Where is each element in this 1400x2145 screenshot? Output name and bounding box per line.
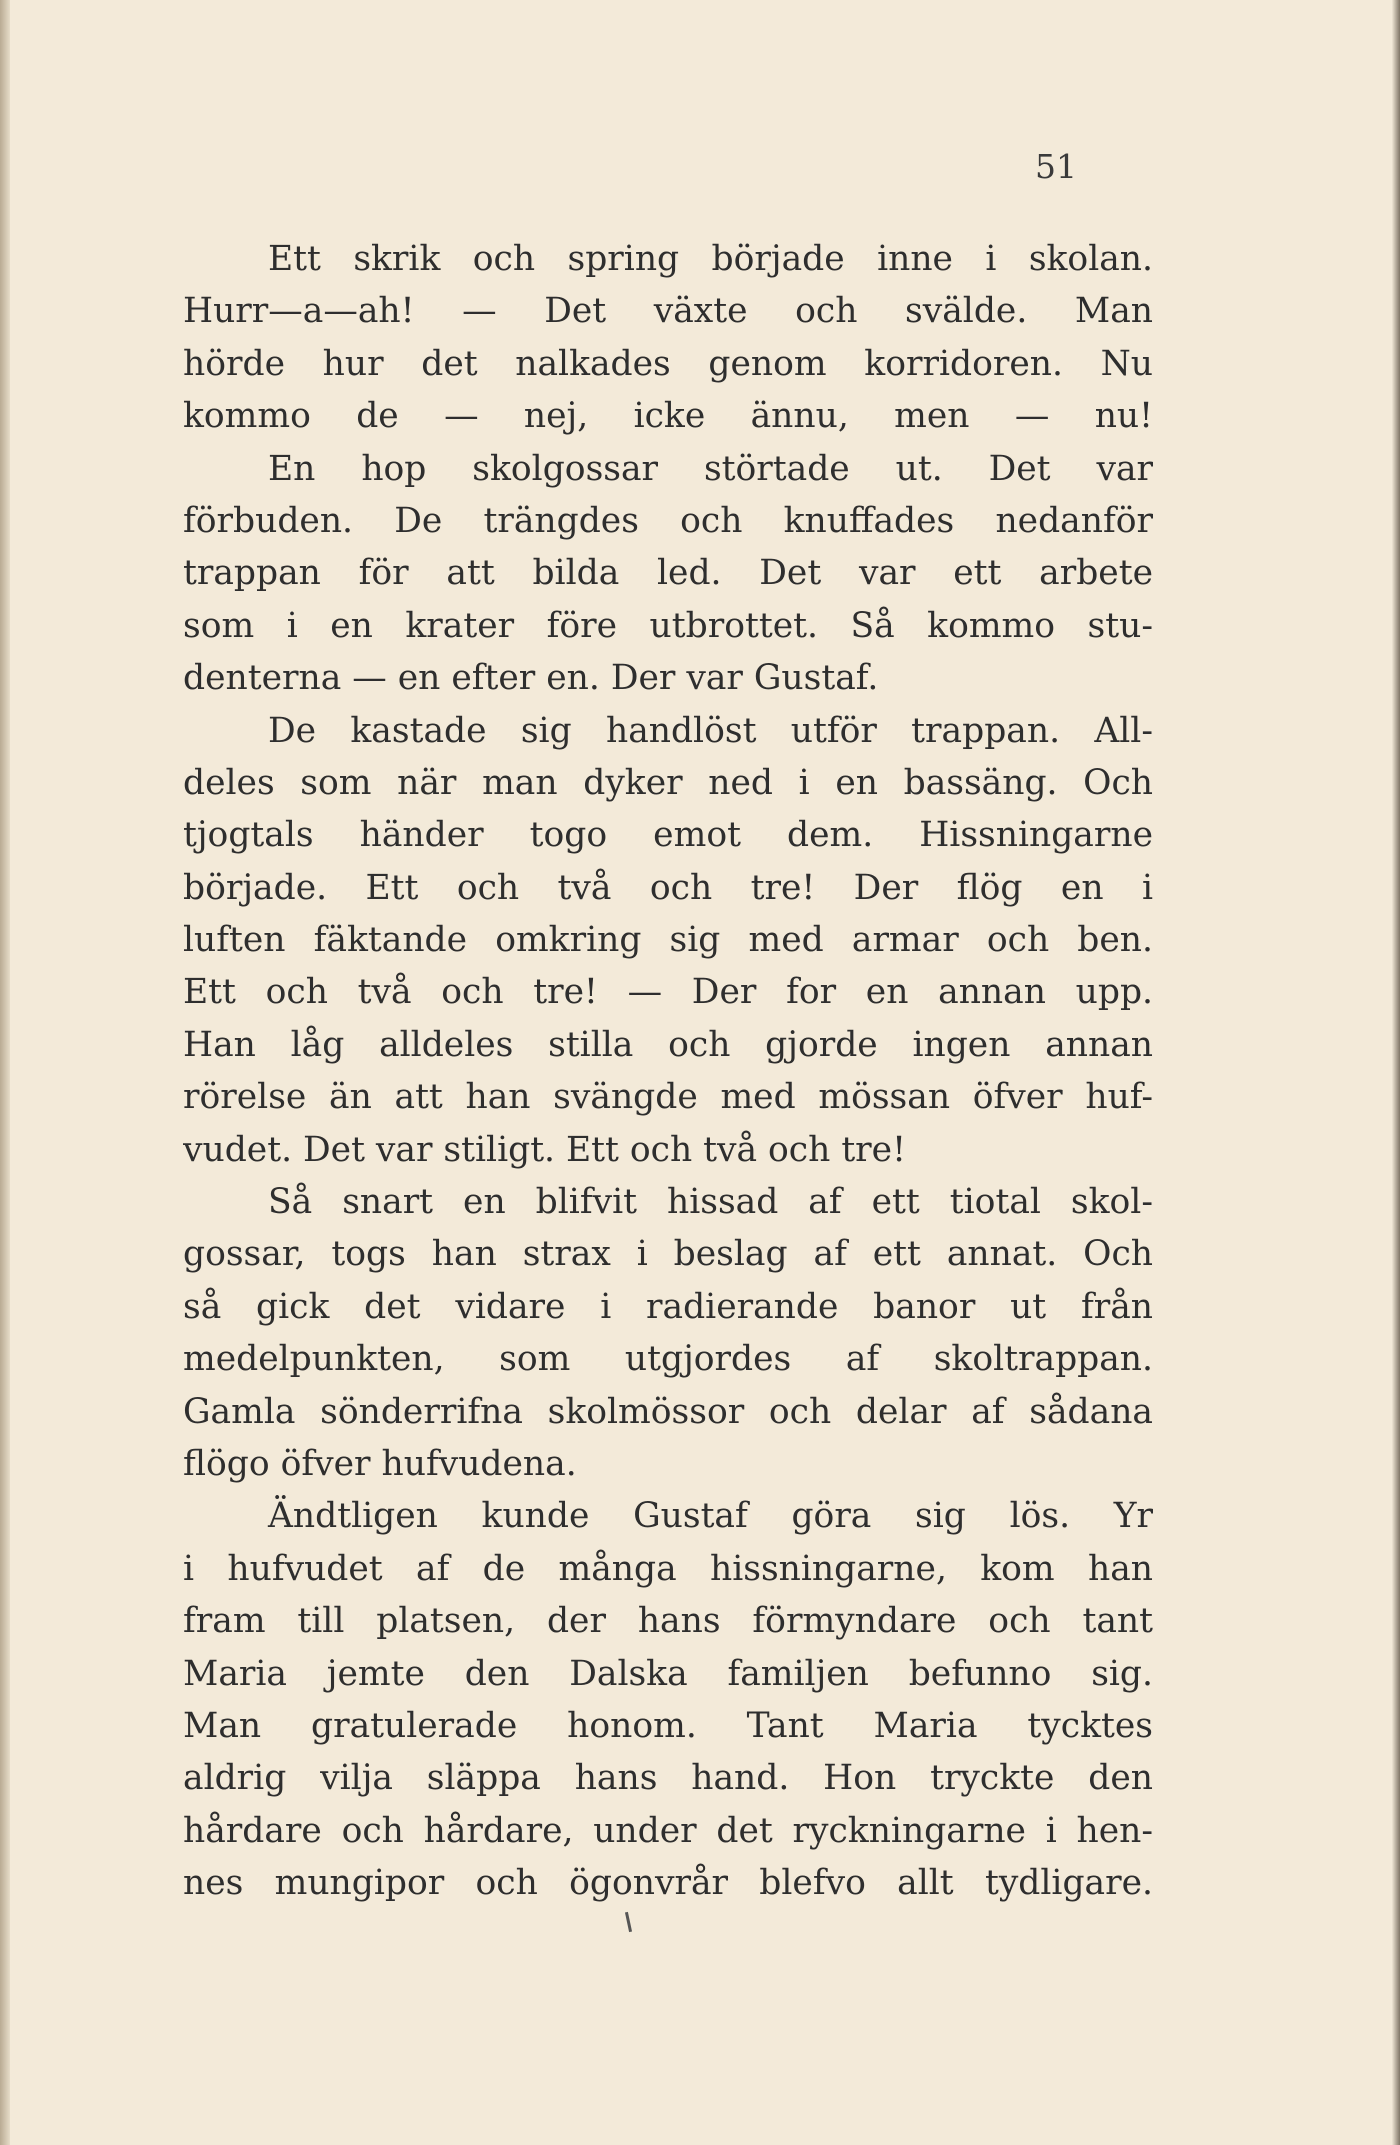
text-line: Man gratulerade honom. Tant Maria tycktes: [183, 1705, 1153, 1746]
body-text: [183, 233, 1153, 1910]
text-line: hårdare och hårdare, under det ryckningarne i hen-: [183, 1810, 1153, 1851]
text-line: De kastade sig handlöst utför trappan. All-: [268, 710, 1153, 751]
text-line: kommo de — nej, icke ännu, men — nu!: [183, 396, 1153, 437]
text-line: fram till platsen, der hans förmyndare och tant: [183, 1601, 1153, 1642]
text-line: medelpunkten, som utgjordes af skoltrappan.: [183, 1339, 1153, 1380]
text-line: trappan för att bilda led. Det var ett arbete: [183, 553, 1153, 594]
text-line: så gick det vidare i radierande banor ut från: [183, 1286, 1153, 1327]
text-line: Maria jemte den Dalska familjen befunno sig.: [183, 1653, 1153, 1694]
text-line: hörde hur det nalkades genom korridoren. Nu: [183, 343, 1153, 384]
text-line: Ändtligen kunde Gustaf göra sig lös. Yr: [268, 1496, 1153, 1537]
text-line: nes mungipor och ögonvrår blefvo allt tydligare.: [183, 1863, 1153, 1904]
text-line: Hurr—a—ah! — Det växte och svälde. Man: [183, 291, 1153, 332]
text-line: som i en krater före utbrottet. Så kommo stu-: [183, 605, 1153, 646]
text-line: Gamla sönderrifna skolmössor och delar af sådana: [183, 1391, 1153, 1432]
page-number: 51: [1035, 147, 1077, 186]
page-right-edge: [1392, 0, 1400, 2145]
text-line: Ett skrik och spring började inne i skolan.: [268, 239, 1153, 279]
text-line: flögo öfver hufvudena.: [183, 1443, 577, 1484]
text-line: deles som när man dyker ned i en bassäng. Och: [183, 762, 1153, 803]
text-line: Han låg alldeles stilla och gjorde ingen annan: [183, 1024, 1153, 1065]
text-line: En hop skolgossar störtade ut. Det var: [268, 448, 1153, 489]
text-line: vudet. Det var stiligt. Ett och två och tre!: [183, 1129, 906, 1170]
text-line: började. Ett och två och tre! Der flög en i: [183, 867, 1153, 908]
text-line: gossar, togs han strax i beslag af ett annat. Och: [183, 1234, 1153, 1275]
text-line: rörelse än att han svängde med mössan öfver huf-: [183, 1077, 1153, 1118]
text-line: denterna — en efter en. Der var Gustaf.: [183, 658, 879, 699]
text-line: i hufvudet af de många hissningarne, kom han: [183, 1548, 1153, 1589]
page-spine-edge: [0, 0, 10, 2145]
text-line: förbuden. De trängdes och knuffades nedanför: [183, 500, 1153, 541]
text-line: aldrig vilja släppa hans hand. Hon tryckte den: [183, 1758, 1153, 1799]
text-line: Så snart en blifvit hissad af ett tiotal skol-: [268, 1182, 1153, 1223]
text-line: luften fäktande omkring sig med armar och ben.: [183, 920, 1153, 961]
text-line: Ett och två och tre! — Der for en annan upp.: [183, 972, 1153, 1013]
ink-mark: [625, 1912, 632, 1932]
text-line: tjogtals händer togo emot dem. Hissningarne: [183, 815, 1153, 856]
